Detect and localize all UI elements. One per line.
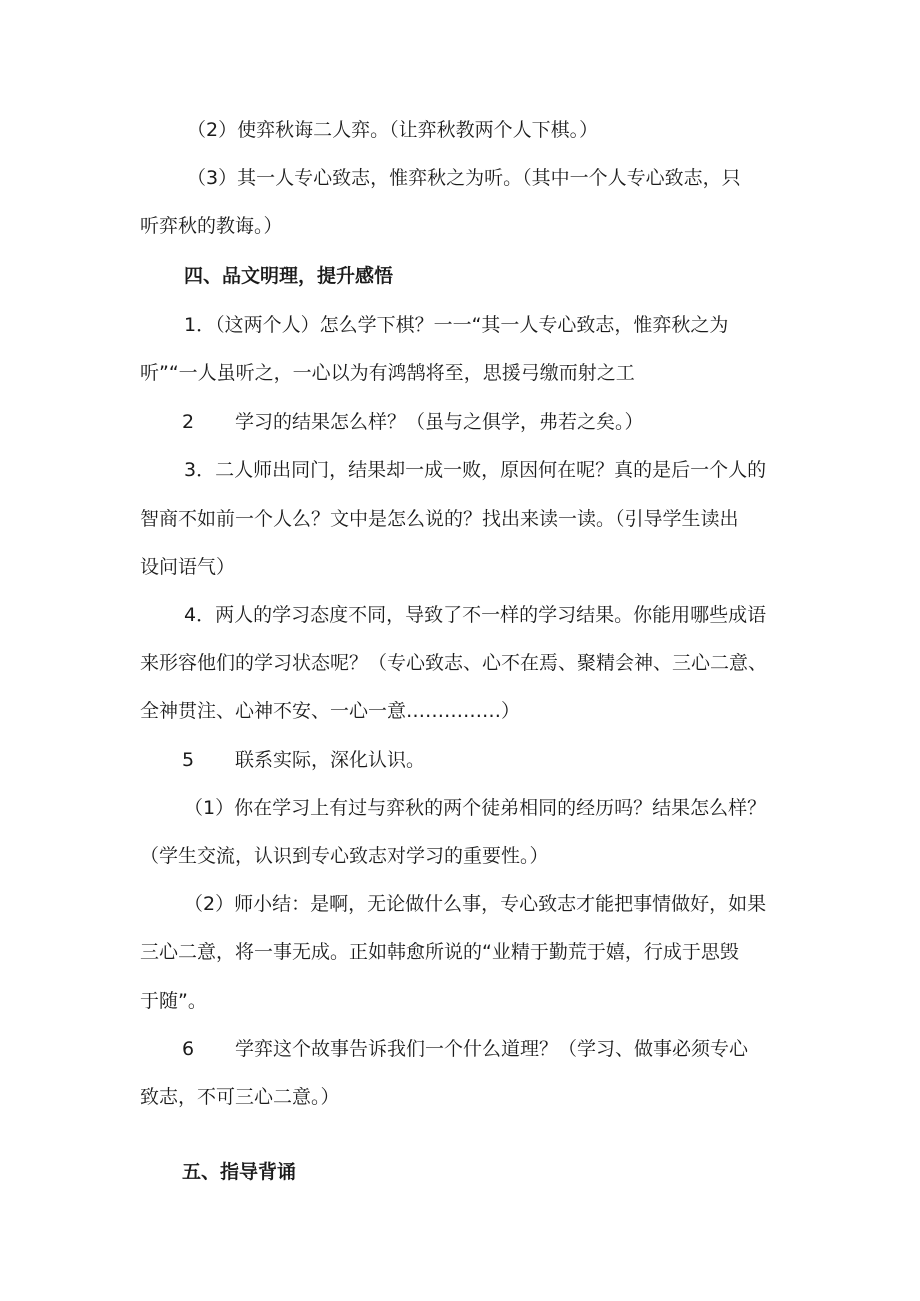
section-heading-five: 五、指导背诵 xyxy=(182,1161,297,1183)
item-2-number: 2 xyxy=(182,411,195,433)
item-1-line-1: 1．（这两个人）怎么学下棋？一一“其一人专心致志，惟弈秋之为 xyxy=(184,314,729,336)
item-5-sub-2-line-2: 三心二意，将一事无成。正如韩愈所说的“业精于勤荒于嬉，行成于思毁 xyxy=(140,941,739,963)
item-5-sub-1-line-1: （1）你在学习上有过与弈秋的两个徒弟相同的经历吗？结果怎么样？ xyxy=(184,797,767,819)
item-6-text: 学弈这个故事告诉我们一个什么道理？（学习、做事必须专心 xyxy=(235,1038,749,1060)
item-4-line-3: 全神贯注、心神不安、一心一意……………） xyxy=(140,700,521,722)
section-heading-four: 四、品文明理，提升感悟 xyxy=(184,265,394,287)
item-5-sub-1-line-2: （学生交流，认识到专心致志对学习的重要性。） xyxy=(140,845,549,867)
paragraph-3-1: （3）其一人专心致志，惟弈秋之为听。（其中一个人专心致志，只 xyxy=(187,167,741,189)
item-5-number: 5 xyxy=(182,749,195,771)
item-5-sub-2-line-1: （2）师小结：是啊，无论做什么事，专心致志才能把事情做好，如果 xyxy=(184,893,767,915)
item-6-number: 6 xyxy=(182,1038,195,1060)
item-1-line-2: 听”“一人虽听之，一心以为有鸿鹄将至，思援弓缴而射之工 xyxy=(140,362,635,384)
item-5-text: 联系实际，深化认识。 xyxy=(235,749,426,771)
item-3-line-3: 设问语气） xyxy=(140,556,236,578)
item-3-line-2: 智商不如前一个人么？文中是怎么说的？找出来读一读。（引导学生读出 xyxy=(140,508,739,530)
item-3-line-1: 3．二人师出同门，结果却一成一败，原因何在呢？真的是后一个人的 xyxy=(184,459,767,481)
item-5-sub-2-line-3: 于随”。 xyxy=(140,990,207,1012)
paragraph-2-1: （2）使弈秋诲二人弈。（让弈秋教两个人下棋。） xyxy=(187,119,599,141)
item-6-line-2: 致志，不可三心二意。） xyxy=(140,1086,340,1108)
item-2-text: 学习的结果怎么样？（虽与之俱学，弗若之矣。） xyxy=(235,411,644,433)
paragraph-3-2: 听弈秋的教诲。） xyxy=(140,215,283,237)
item-4-line-1: 4．两人的学习态度不同，导致了不一样的学习结果。你能用哪些成语 xyxy=(184,604,767,626)
item-2-line-1 xyxy=(182,410,194,434)
item-4-line-2: 来形容他们的学习状态呢？（专心致志、心不在焉、聚精会神、三心二意、 xyxy=(140,652,768,674)
